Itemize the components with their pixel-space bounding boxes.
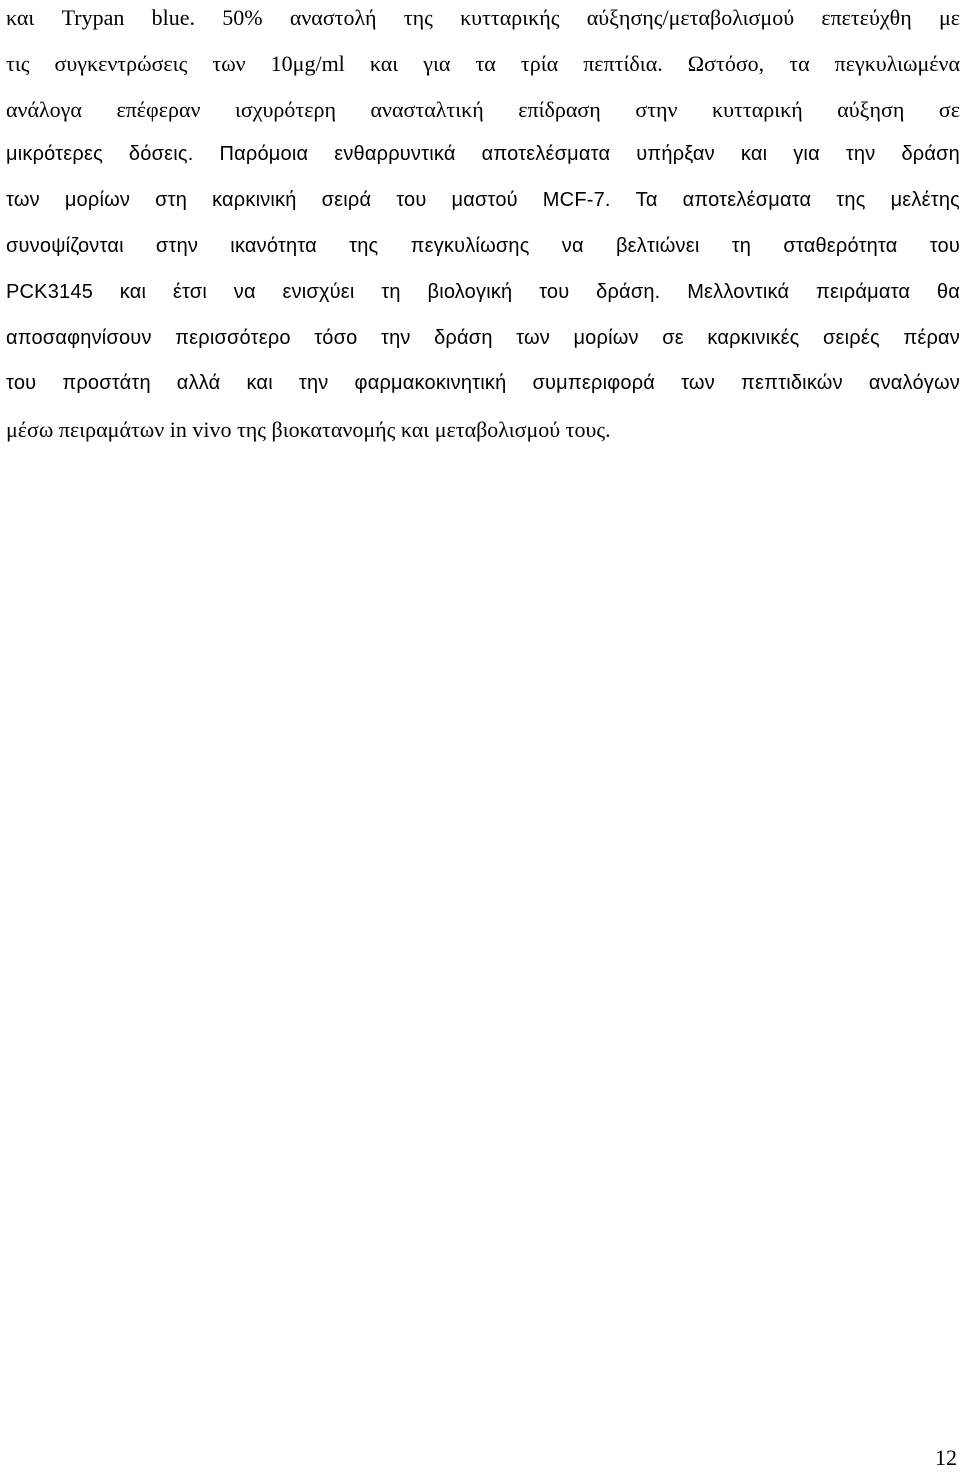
text-line-1: και Trypan blue. 50% αναστολή της κυτταρικής αύξησης/μεταβολισμού επετεύχθη με — [6, 5, 960, 30]
body-paragraph — [6, 0, 960, 453]
text-line-5: των μορίων στη καρκινική σειρά του μαστού MCF-7. Τα αποτελέσματα της μελέτης — [6, 189, 960, 212]
text-line-2: τις συγκεντρώσεις των 10μg/ml και για τα τρία πεπτίδια. Ωστόσο, τα πεγκυλιωμένα — [6, 50, 960, 76]
text-line-6: συνοψίζονται στην ικανότητα της πεγκυλίωσης να βελτιώνει τη σταθερότητα του — [6, 234, 960, 257]
text-line-9: του προστάτη αλλά και την φαρμακοκινητική συμπεριφορά των πεπτιδικών αναλόγων — [6, 372, 960, 395]
text-line-4: μικρότερες δόσεις. Παρόμοια ενθαρρυντικά αποτελέσματα υπήρξαν και για την δράση — [6, 143, 960, 166]
text-line-7: PCK3145 και έτσι να ενισχύει τη βιολογική του δράση. Μελλοντικά πειράματα θα — [6, 280, 960, 303]
page-number: 12 — [935, 1445, 957, 1470]
text-line-8: αποσαφηνίσουν περισσότερο τόσο την δράση των μορίων σε καρκινικές σειρές πέραν — [6, 326, 960, 349]
text-line-3: ανάλογα επέφεραν ισχυρότερη ανασταλτική επίδραση στην κυτταρική αύξηση σε — [6, 96, 960, 122]
text-line-10: μέσω πειραμάτων in vivo της βιοκατανομής και μεταβολισμού τους. — [6, 417, 611, 443]
